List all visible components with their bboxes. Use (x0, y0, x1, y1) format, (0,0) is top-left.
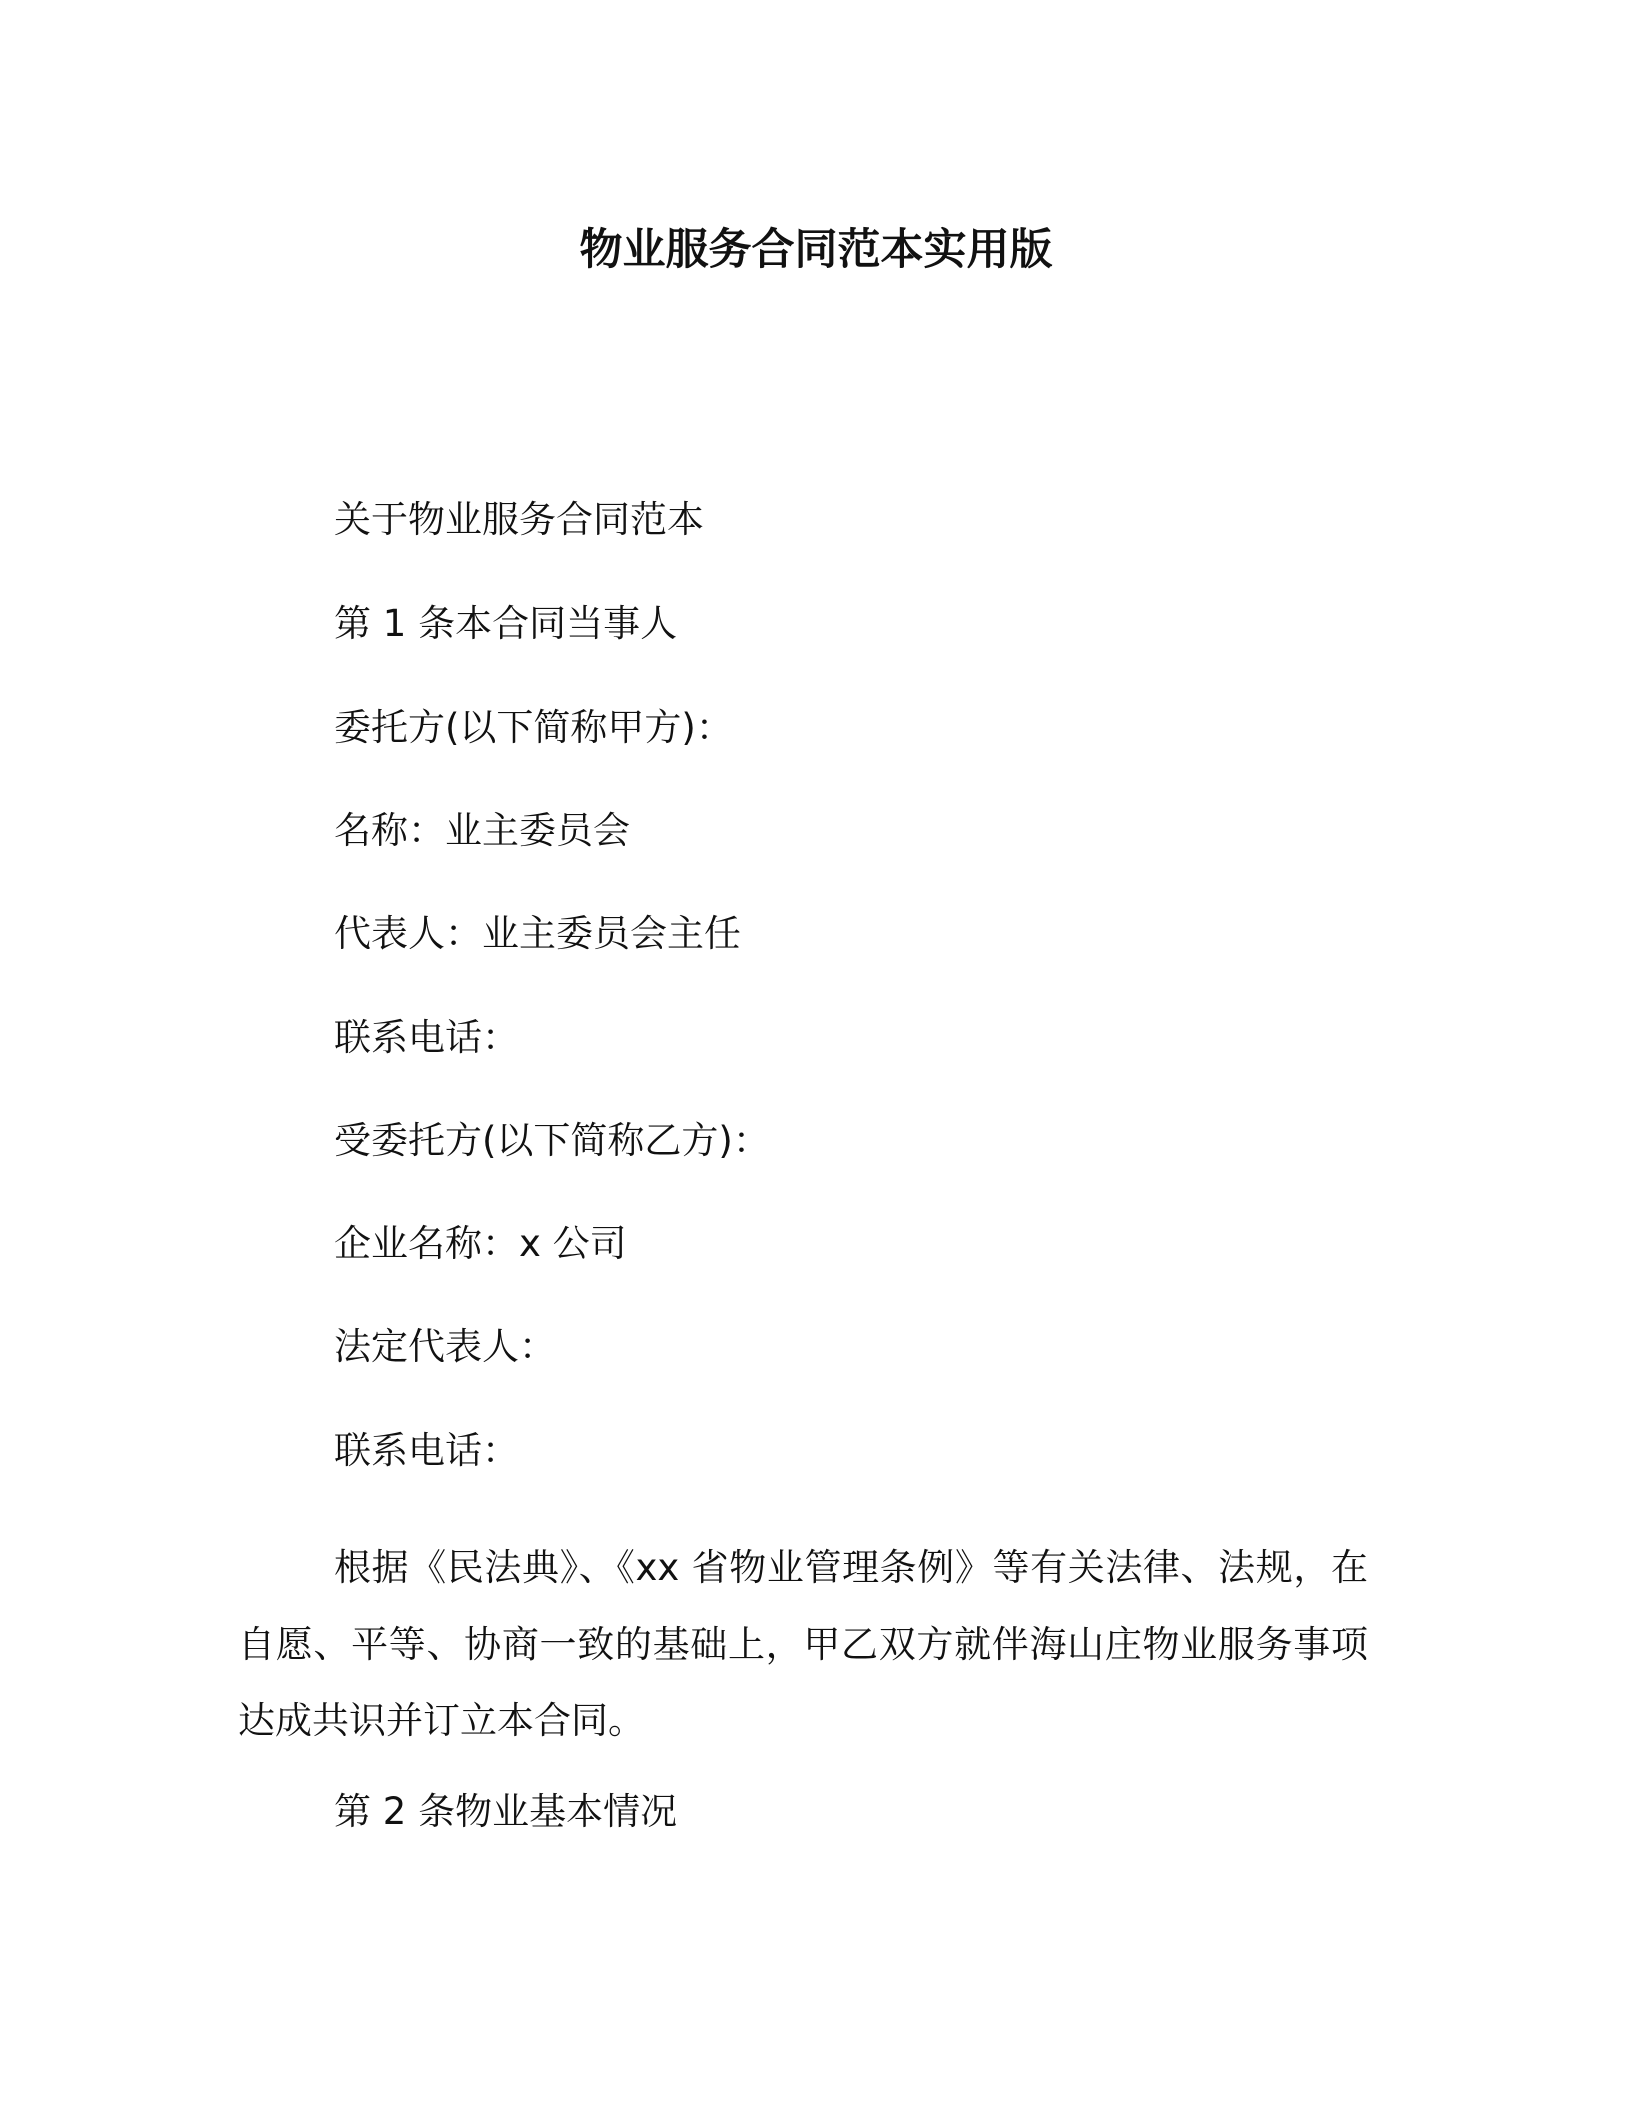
party-a-phone: 联系电话： (334, 1016, 519, 1059)
subtitle-line: 关于物业服务合同范本 (334, 498, 704, 541)
article-1-heading: 第 1 条本合同当事人 (334, 602, 678, 645)
agreement-paragraph: 根据《民法典》、《xx 省物业管理条例》等有关法律、法规，在自愿、平等、协商一致的基础上，甲乙双方就伴海山庄物业服务事项达成共识并订立本合同。 (238, 1546, 1368, 1742)
party-b-company-name: 企业名称：x 公司 (334, 1222, 627, 1265)
party-a-label: 委托方(以下简称甲方)： (334, 706, 733, 749)
document-title: 物业服务合同范本实用版 (579, 225, 1053, 275)
article-2-heading: 第 2 条物业基本情况 (334, 1790, 678, 1833)
party-b-legal-representative: 法定代表人： (334, 1325, 556, 1368)
party-a-name: 名称：业主委员会 (334, 809, 630, 852)
party-b-phone: 联系电话： (334, 1429, 519, 1472)
party-b-label: 受委托方(以下简称乙方)： (334, 1119, 770, 1162)
party-a-representative: 代表人：业主委员会主任 (334, 912, 741, 955)
